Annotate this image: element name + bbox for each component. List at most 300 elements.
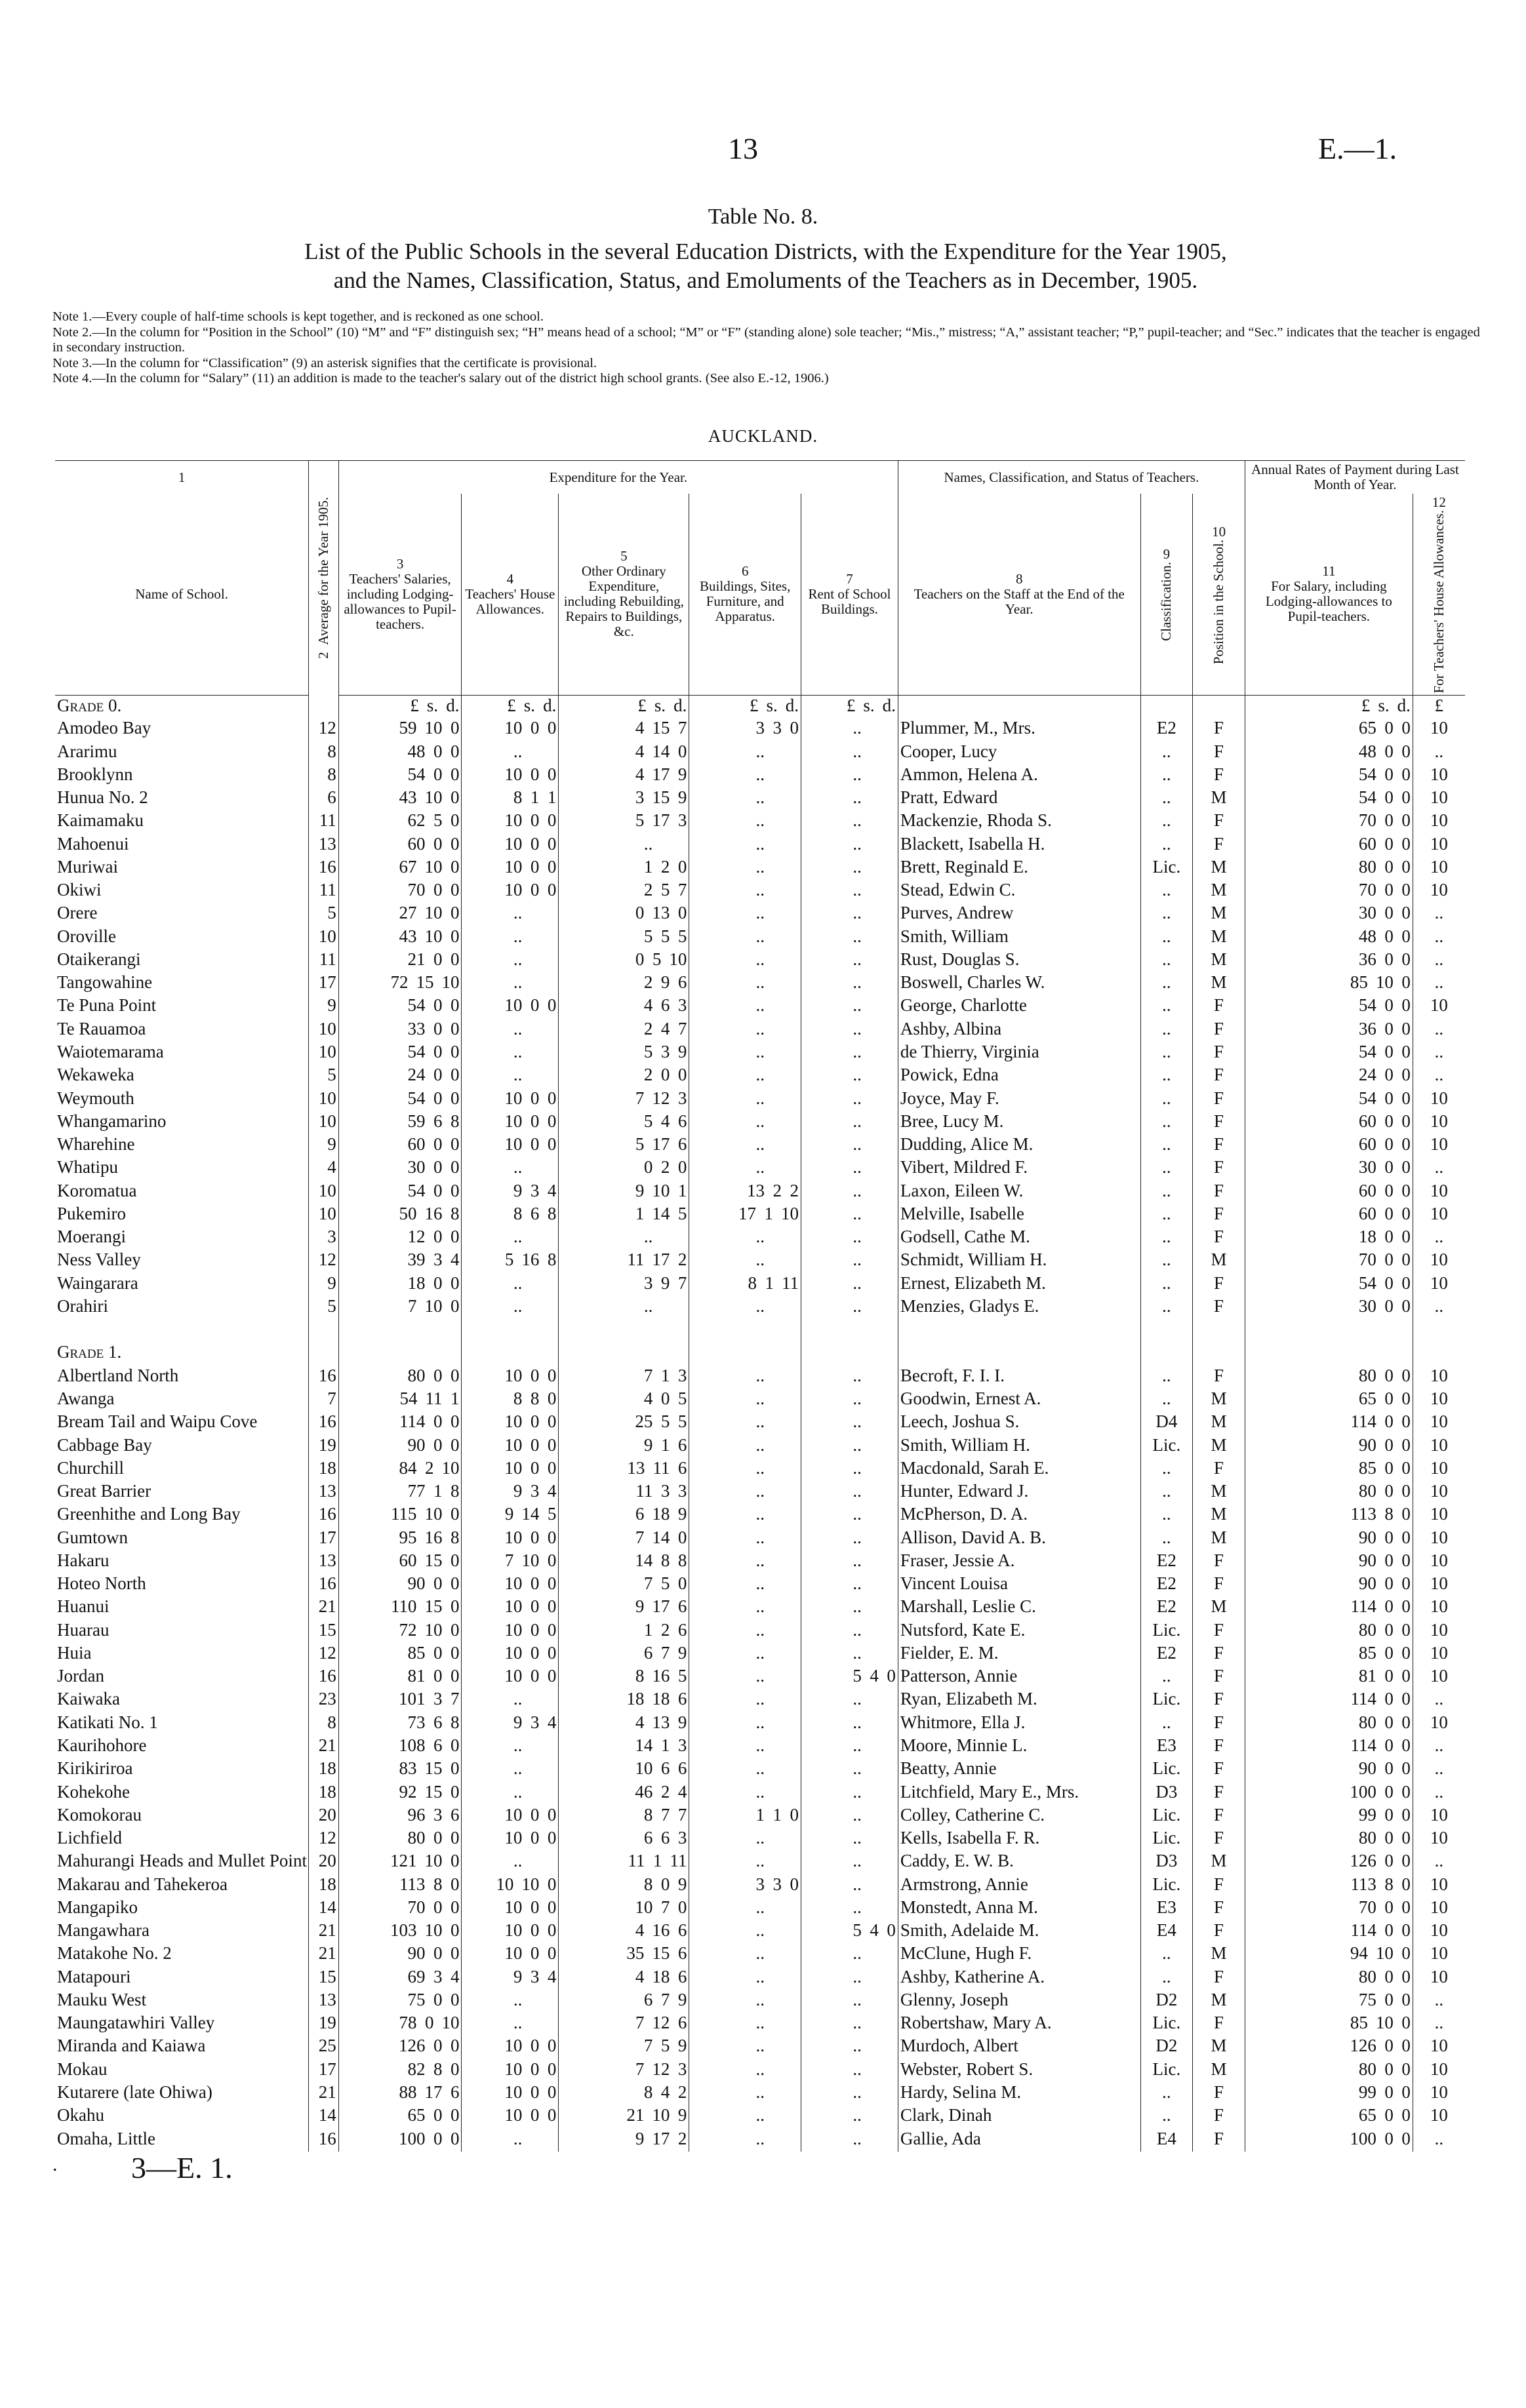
rent [801,1019,898,1042]
buildings-part: .. [755,1619,765,1640]
salary-rate [1245,995,1413,1018]
buildings-part: .. [755,810,765,831]
other-expenditure-part: 6 [677,2013,687,2033]
buildings-amount [691,787,799,808]
house-allowance-amount [464,1943,556,1964]
notes [52,309,1489,387]
classification: .. [1140,1088,1193,1111]
buildings-part [773,741,782,762]
other-expenditure-part: 8 [643,1804,653,1825]
classification: Lic. [1140,1874,1193,1897]
house-allowance-rate: 10 [1413,834,1465,857]
attendance: 14 [309,2105,339,2128]
house-allowance-part: 0 [530,810,540,831]
salaries-part: 0 [450,995,460,1016]
rent-part: .. [853,1088,862,1108]
buildings-amount [691,1042,799,1062]
salary-rate-part: 85 [1350,972,1368,993]
buildings-amount [691,1250,799,1270]
house-allowance-amount [464,949,556,970]
rent [801,1851,898,1874]
teacher-name: Caddy, E. W. B. [898,1851,1140,1874]
attendance: 14 [309,1897,339,1920]
spacer-cell [462,1319,559,1342]
buildings [689,2082,801,2105]
buildings-part [773,1943,782,1964]
house-allowance-part: .. [513,1989,523,2009]
salaries-part: 88 [399,2082,417,2102]
house-allowance-amount [464,741,556,762]
other-expenditure-part: 0 [677,856,687,877]
school-name: Wekaweka [57,1065,134,1085]
spacer-cell [689,1319,801,1342]
salaries-part: 60 [407,833,426,854]
other-expenditure-amount [561,1134,687,1155]
rent [801,880,898,903]
house-allowance [462,1481,559,1504]
salary-rate-amount [1247,1366,1411,1386]
rent-part [887,1111,896,1132]
other-expenditure [559,1435,689,1458]
attendance: 9 [309,1273,339,1296]
buildings-amount [691,810,799,831]
house-allowance-part [547,1689,556,1709]
house-allowance [462,1504,559,1527]
rent-part: .. [853,972,862,993]
salaries-amount [341,949,460,970]
house-allowance-part: 1 [530,787,540,808]
buildings-part [773,2129,782,2149]
salary-rate-part: 0 [1384,1966,1394,1986]
house-allowance-part: 4 [547,1712,557,1732]
salary-rate-amount [1247,1528,1411,1548]
col-salary [1245,494,1413,695]
salaries-part: 0 [433,1642,443,1663]
rent [801,949,898,972]
unit-cell [1413,695,1465,718]
house-allowance-rate: .. [1413,1689,1465,1712]
salaries-part: 8 [450,1527,460,1547]
salary-rate-amount [1247,2129,1411,2149]
classification: E2 [1140,1596,1193,1619]
buildings-part [790,880,799,900]
house-allowance-part: 0 [530,1411,540,1432]
buildings [689,1088,801,1111]
table-body [55,695,1465,2152]
buildings-part [790,1111,799,1132]
salaries [338,2105,462,2128]
spacer-cell [1413,1319,1465,1342]
buildings-part: 17 [738,1203,756,1223]
buildings-part [790,1689,799,1709]
attendance: 8 [309,764,339,787]
buildings-amount [691,1943,799,1964]
salaries-amount [341,810,460,831]
rent-amount [803,718,896,738]
teacher-name: Stead, Edwin C. [898,880,1140,903]
salaries-part: 2 [424,1457,434,1478]
salaries-amount [341,1181,460,1201]
district-heading: AUCKLAND. [708,426,818,446]
buildings-part: .. [755,1088,765,1108]
buildings [689,1389,801,1411]
salaries-part: 0 [450,1897,460,1917]
other-expenditure-part: 4 [635,1712,645,1732]
rent-part [887,1851,896,1871]
salary-rate-amount [1247,1227,1411,1247]
school-name: Orere [57,903,98,923]
house-allowance-rate: 10 [1413,787,1465,810]
other-expenditure-part: 1 [635,1203,645,1223]
buildings [689,1273,801,1296]
attendance: 19 [309,2013,339,2036]
buildings-amount [691,1573,799,1594]
attendance: 17 [309,972,339,995]
rent-part: .. [853,1874,862,1894]
buildings-part [790,1250,799,1270]
rent-part [870,1805,879,1825]
rent-part: .. [853,1712,862,1732]
salary-rate-part: 0 [1401,1250,1411,1270]
salary-rate-part: 0 [1401,1527,1411,1547]
rent-amount [803,1273,896,1293]
house-allowance-part [547,1296,556,1316]
house-allowance-rate: 10 [1413,1828,1465,1851]
house-allowance-amount [464,1157,556,1177]
attendance: 6 [309,787,339,810]
salary-rate [1245,1273,1413,1296]
buildings [689,810,801,833]
buildings [689,1411,801,1434]
buildings-amount [691,1435,799,1455]
rent-amount [803,1990,896,2010]
house-allowance-part: 10 [504,2036,523,2056]
table-row [55,1273,1465,1296]
salary-rate-part: 0 [1384,1527,1394,1547]
salaries-part: 10 [424,1920,443,1941]
rent-part [887,1088,896,1109]
rent-part [887,1411,896,1432]
salary-rate-part: 85 [1350,2013,1368,2033]
rent-part [870,1088,879,1109]
rent-part: .. [853,1157,862,1177]
rent-part [870,1550,879,1571]
rent-part [887,2129,896,2149]
salaries-part: 8 [450,1712,460,1732]
salary-rate-amount [1247,1550,1411,1571]
salaries-part: 59 [407,1111,426,1131]
attendance: 9 [309,1134,339,1157]
salary-rate-part: 0 [1384,1897,1394,1917]
salaries [338,1273,462,1296]
salary-rate-part: 0 [1401,1018,1411,1038]
unit-pound: £ [846,695,856,715]
rent-part: .. [853,880,862,900]
col-num-7: 7 [846,570,853,587]
salaries-part: 15 [424,1758,443,1779]
salary-rate-part: 0 [1401,1943,1411,1964]
spacer-cell [801,1319,898,1342]
school-name: Moerangi [57,1227,126,1247]
attendance: 7 [309,1389,339,1411]
salaries-part: 54 [399,1389,418,1408]
buildings-part [790,995,799,1016]
rent-amount [803,949,896,970]
other-expenditure-part: 0 [635,949,645,969]
salaries [338,764,462,787]
buildings-amount [691,1689,799,1709]
rent-part [887,1758,896,1779]
salaries-part: 0 [450,1828,460,1848]
buildings-part [773,1458,782,1478]
buildings [689,1967,801,1990]
table-row [55,1181,1465,1204]
other-expenditure-amount [561,1874,687,1895]
house-allowance-rate: 10 [1413,1273,1465,1296]
rent-part [887,718,896,738]
buildings [689,1366,801,1389]
buildings-amount [691,926,799,947]
attendance: 15 [309,1967,339,1990]
rent-part: .. [853,995,862,1016]
salaries-part: 6 [433,1111,443,1131]
house-allowance [462,1596,559,1619]
rent-part [870,1712,879,1733]
buildings-part [790,1227,799,1247]
position: F [1193,1296,1245,1319]
salaries-part: 0 [433,1365,443,1385]
salaries-part: 0 [450,1180,460,1200]
salaries-part: 0 [450,1434,460,1455]
teacher-name: Glenny, Joseph [898,1990,1140,2013]
rent [801,1990,898,2013]
buildings-part: .. [755,1897,765,1917]
salary-rate [1245,1643,1413,1666]
rent-part [887,741,896,762]
rent-part [887,1481,896,1501]
house-allowance-part: 0 [530,1920,540,1941]
salary-rate-amount [1247,1435,1411,1455]
other-expenditure [559,1458,689,1481]
unit-cell [689,695,801,718]
house-allowance-part: 0 [547,1943,557,1964]
classification: .. [1140,1528,1193,1550]
salaries-part: 0 [450,1943,460,1964]
house-allowance-amount [464,1411,556,1432]
classification: .. [1140,810,1193,833]
rent-part: .. [853,1134,862,1155]
buildings-part [790,1065,799,1085]
salaries-part: 0 [433,2105,443,2125]
house-allowance [462,1967,559,1990]
rent-part: .. [853,1851,862,1871]
attendance: 25 [309,2036,339,2059]
house-allowance-part: .. [513,949,523,969]
buildings-part: .. [755,926,765,946]
teacher-name: Plummer, M., Mrs. [898,718,1140,741]
school-name: Whatipu [57,1157,118,1177]
table-row [55,1111,1465,1134]
salary-rate-part: 60 [1358,1111,1376,1131]
house-allowance-part: .. [513,1227,523,1247]
salary-rate-amount [1247,764,1411,785]
position: M [1193,1435,1245,1458]
house-allowance-part: 3 [530,1180,540,1200]
house-allowance-part: 0 [547,1828,557,1848]
salary-rate [1245,1250,1413,1273]
salaries-amount [341,1782,460,1802]
salary-rate-part: 70 [1358,810,1376,831]
unit-cell [462,695,559,718]
rent [801,1689,898,1712]
col-salaries [338,494,462,695]
other-expenditure-part: 8 [635,1666,645,1686]
house-allowance-amount [464,1712,556,1733]
other-expenditure-part: 14 [652,1527,670,1547]
salary-rate-part: 0 [1401,1227,1411,1247]
salaries-part: 0 [433,1134,443,1155]
salary-rate-part: 0 [1401,833,1411,854]
salary-rate [1245,1573,1413,1596]
salary-rate-part: 114 [1350,1920,1376,1941]
classification: D2 [1140,2036,1193,2059]
salaries-amount [341,2059,460,2080]
rent [801,1481,898,1504]
rent-part: .. [853,810,862,831]
attendance: 16 [309,1411,339,1434]
rent-part [887,1273,896,1293]
school-name: Jordan [57,1666,104,1686]
salary-rate [1245,2082,1413,2105]
salary-rate-part: 0 [1401,1203,1411,1223]
buildings-part: .. [755,2036,765,2056]
other-expenditure-amount [561,1596,687,1617]
salary-rate-part: 60 [1358,1203,1376,1223]
house-allowance [462,1065,559,1088]
note: Note 3.—In the column for “Classification” (9) an asterisk signifies that the certificate is provisional. [52,355,597,370]
salary-rate-part: 36 [1358,949,1376,969]
buildings-part [790,1134,799,1155]
salary-rate-part: 0 [1401,1596,1411,1617]
position: M [1193,972,1245,995]
buildings-part [773,2059,782,2080]
position: M [1193,1990,1245,2013]
salaries-amount [341,1204,460,1224]
salaries-part: 0 [450,1781,460,1802]
salary-rate-part: 10 [1375,2013,1394,2033]
salaries-part: 7 [407,1295,417,1316]
table-row [55,2059,1465,2082]
school-name: Kirikiriroa [57,1758,133,1779]
other-expenditure-part: 9 [677,2036,687,2056]
rent-part [887,1296,896,1316]
house-allowance-rate: 10 [1413,1134,1465,1157]
other-expenditure-amount [561,880,687,900]
salaries-part: 0 [450,741,460,761]
other-expenditure [559,1851,689,1874]
house-allowance-part [547,1157,556,1177]
salaries [338,1805,462,1828]
house-allowance-part: 0 [530,1365,540,1385]
salary-rate [1245,926,1413,949]
salary-rate-part: 60 [1358,833,1376,854]
other-expenditure-part: 0 [677,1157,687,1177]
buildings-part: .. [755,1018,765,1038]
col-rent [801,494,898,695]
other-expenditure-part: 2 [660,1781,670,1802]
other-expenditure-part: 7 [635,2013,645,2033]
intro-line: List of the Public Schools in the several Education Districts, with the Expenditure for the Year 1905, [304,239,1227,264]
position: F [1193,1666,1245,1689]
salaries-part: 8 [450,1111,460,1131]
buildings-part: .. [755,1550,765,1570]
salary-rate-part: 0 [1384,1804,1394,1825]
house-allowance-rate: 10 [1413,857,1465,880]
house-allowance [462,1296,559,1319]
other-expenditure-amount [561,1620,687,1640]
school-name: Bream Tail and Waipu Cove [57,1411,258,1432]
house-allowance-amount [464,1897,556,1918]
buildings-part: .. [755,1596,765,1617]
buildings-amount [691,995,799,1016]
salaries-amount [341,1227,460,1247]
salary-rate-amount [1247,2105,1411,2125]
house-allowance-part [530,1019,539,1039]
rent-amount [803,1712,896,1733]
salary-rate-part: 0 [1384,1157,1394,1177]
buildings [689,1134,801,1157]
house-allowance-part: 4 [547,1180,557,1200]
salary-rate-part: 85 [1358,1642,1376,1663]
unit-cell [801,695,898,718]
house-allowance-amount [464,1458,556,1478]
salaries-part: 114 [399,1411,426,1432]
house-allowance [462,1250,559,1273]
teacher-name: Allison, David A. B. [898,1528,1140,1550]
attendance: 5 [309,1065,339,1088]
salary-rate-part: 0 [1401,764,1411,784]
teacher-name: Melville, Isabelle [898,1204,1140,1227]
salary-rate-part: 60 [1358,1180,1376,1200]
other-expenditure-part [660,1227,670,1247]
buildings-part [790,1943,799,1964]
salary-rate [1245,1157,1413,1180]
house-allowance-amount [464,1504,556,1524]
position: F [1193,1967,1245,1990]
salaries-amount [341,1366,460,1386]
salaries [338,857,462,880]
salary-rate-part: 100 [1350,2128,1376,2148]
salary-rate-part: 0 [1401,1457,1411,1478]
house-allowance-rate: .. [1413,1735,1465,1758]
buildings-amount [691,857,799,877]
rent-part [870,995,879,1016]
salary-rate-part: 18 [1358,1227,1376,1247]
other-expenditure-part [677,834,687,854]
salaries [338,1967,462,1990]
col-num-10: 10 [1212,523,1226,540]
house-allowance-part: 10 [521,1874,540,1894]
buildings-part [773,834,782,854]
rent-part: .. [853,1227,862,1247]
buildings-part: .. [755,1527,765,1547]
salary-rate-part: 80 [1358,856,1376,877]
other-expenditure-part: 12 [652,2013,670,2033]
salary-rate-part: 8 [1384,1874,1394,1894]
buildings [689,1227,801,1250]
rent-part [870,1967,879,1987]
classification: .. [1140,1065,1193,1088]
